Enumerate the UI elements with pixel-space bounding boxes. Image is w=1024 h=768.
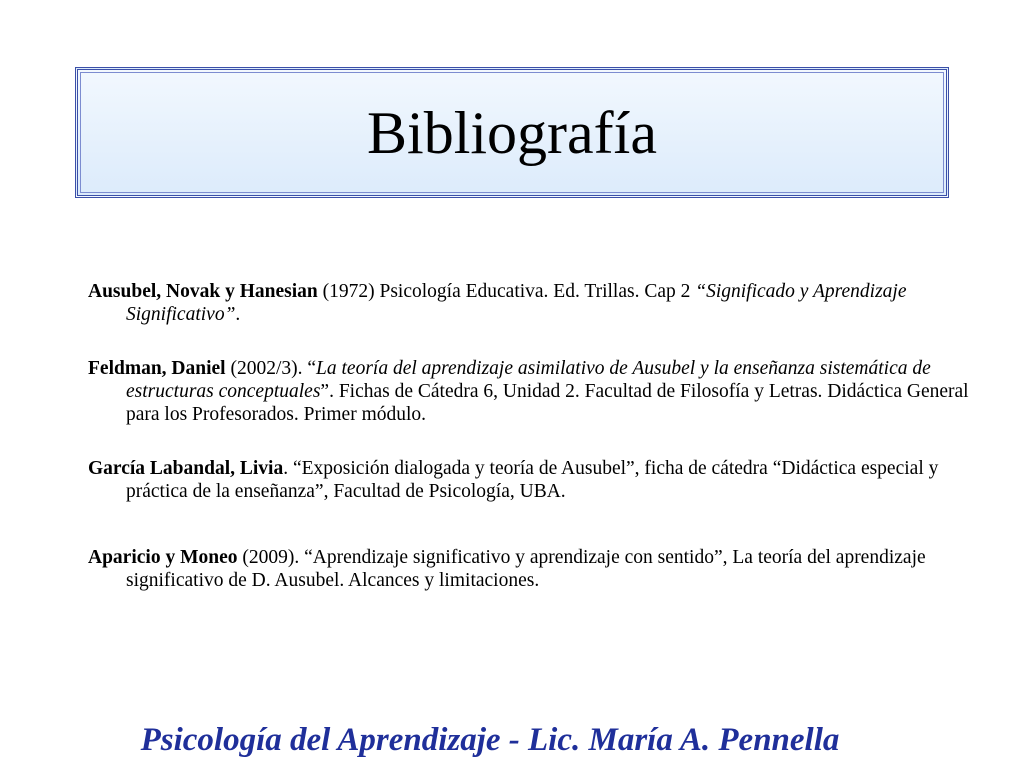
reference-item: [88, 357, 976, 426]
reference-authors: García Labandal, Livia: [88, 458, 284, 479]
reference-italic: La teoría del aprendizaje asimilativo de Ausubel y la enseñanza sistemática de estructuras conceptuales: [126, 358, 931, 402]
title-box: [75, 67, 949, 198]
reference-text: . “Exposición dialogada y teoría de Ausubel”, ficha de cátedra “Didáctica especial y práctica de la enseñanza”, Facultad de Psicología, UBA.: [126, 458, 939, 502]
reference-tail: ”. Fichas de Cátedra 6, Unidad 2. Facultad de Filosofía y Letras. Didáctica General para los Profesorados. Primer módulo.: [126, 381, 969, 425]
reference-item: [88, 457, 976, 503]
reference-authors: Ausubel, Novak y Hanesian: [88, 281, 318, 302]
page-title: Bibliografía: [367, 99, 657, 166]
reference-authors: Feldman, Daniel: [88, 358, 226, 379]
reference-text: (1972) Psicología Educativa. Ed. Trillas. Cap 2: [317, 281, 696, 302]
reference-authors: Aparicio y Moneo: [88, 547, 238, 568]
reference-text: (2002/3). “: [225, 358, 317, 379]
footer-course-title: Psicología del Aprendizaje - Lic. María A. Pennella: [140, 722, 840, 758]
reference-text: (2009). “Aprendizaje significativo y aprendizaje con sentido”, La teoría del aprendizaje significativo de D. Ausubel. Alcances y limitaciones.: [126, 547, 926, 591]
reference-item: [88, 546, 976, 592]
reference-item: [88, 280, 976, 326]
reference-tail: .: [235, 304, 241, 325]
reference-italic: “Significado y Aprendizaje Significativo”: [126, 281, 907, 325]
